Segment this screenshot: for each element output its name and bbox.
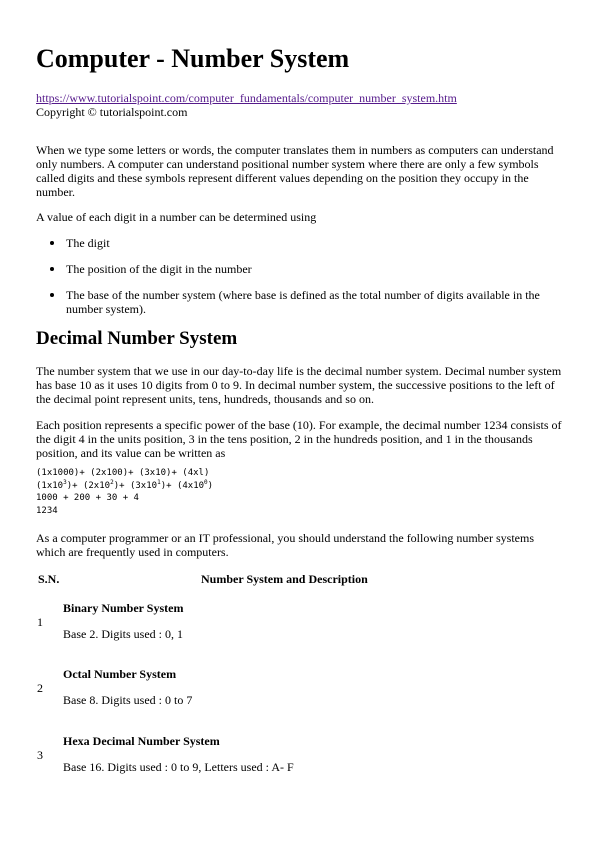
copyright-notice: Copyright © tutorialspoint.com <box>36 105 188 119</box>
decimal-expansion-code-block <box>36 467 213 517</box>
row-system-description: Base 16. Digits used : 0 to 9, Letters used : A- F <box>63 760 294 774</box>
decimal-paragraph: The number system that we use in our day-to-day life is the decimal number system. Decimal number system has base 10 as it uses 10 digits from 0 to 9. In decimal number system, the successive positions to the left of the decimal point represent units, tens, hundreds, thousands and so on. <box>36 364 562 406</box>
programmer-note-paragraph: As a computer programmer or an IT professional, you should understand the following number systems which are frequently used in computers. <box>36 531 535 559</box>
intro-paragraph: When we type some letters or words, the computer translates them in numbers as computers can understand only numbers. A computer can understand positional number system where there are only a few symbols called digits and these symbols represent different values depending on the position they occupy in the number. <box>36 143 554 199</box>
digit-value-factors-list <box>36 236 566 328</box>
code-line: 1234 <box>36 505 58 516</box>
list-item-text: The digit <box>66 236 110 250</box>
column-header-sn: S.N. <box>38 572 60 586</box>
table-row <box>36 601 566 657</box>
row-system-description: Base 2. Digits used : 0, 1 <box>63 627 183 641</box>
code-line: 1000 + 200 + 30 + 4 <box>36 493 139 503</box>
bullet-icon <box>50 241 54 245</box>
bullet-icon <box>50 267 54 271</box>
column-header-description: Number System and Description <box>201 572 368 586</box>
list-item-text: The position of the digit in the number <box>66 262 252 276</box>
code-line: $(1x10^3)+ (2x10^2)+ (3x10^1)+ (4x10^0)$ <box>36 478 214 491</box>
table-row <box>36 667 566 723</box>
row-sn: 3 <box>37 748 43 762</box>
row-system-name: Octal Number System <box>63 667 177 681</box>
list-item <box>36 288 566 316</box>
intro-digit-value-paragraph: A value of each digit in a number can be determined using <box>36 210 317 224</box>
row-sn: 1 <box>37 615 43 629</box>
table-row <box>36 734 566 790</box>
section-heading-decimal: Decimal Number System <box>36 328 238 349</box>
row-system-description: Base 8. Digits used : 0 to 7 <box>63 693 193 707</box>
row-system-name: Binary Number System <box>63 601 184 615</box>
list-item <box>36 236 566 250</box>
code-line: (1x1000)+ (2x100)+ (3x10)+ (4xl) <box>36 468 210 478</box>
row-sn: 2 <box>37 681 43 695</box>
row-system-name: Hexa Decimal Number System <box>63 734 220 748</box>
list-item-text: The base of the number system (where base is defined as the total number of digits available in the number system). <box>66 288 540 316</box>
source-url-link[interactable]: https://www.tutorialspoint.com/computer_fundamentals/computer_number_system.htm <box>36 91 457 105</box>
bullet-icon <box>50 293 54 297</box>
list-item <box>36 262 566 276</box>
page-title: Computer - Number System <box>36 44 350 73</box>
decimal-position-paragraph: Each position represents a specific power of the base (10). For example, the decimal number 1234 consists of the digit 4 in the units position, 3 in the tens position, 2 in the hundreds position, and 1 in the thousands position, and its value can be written as <box>36 418 562 460</box>
